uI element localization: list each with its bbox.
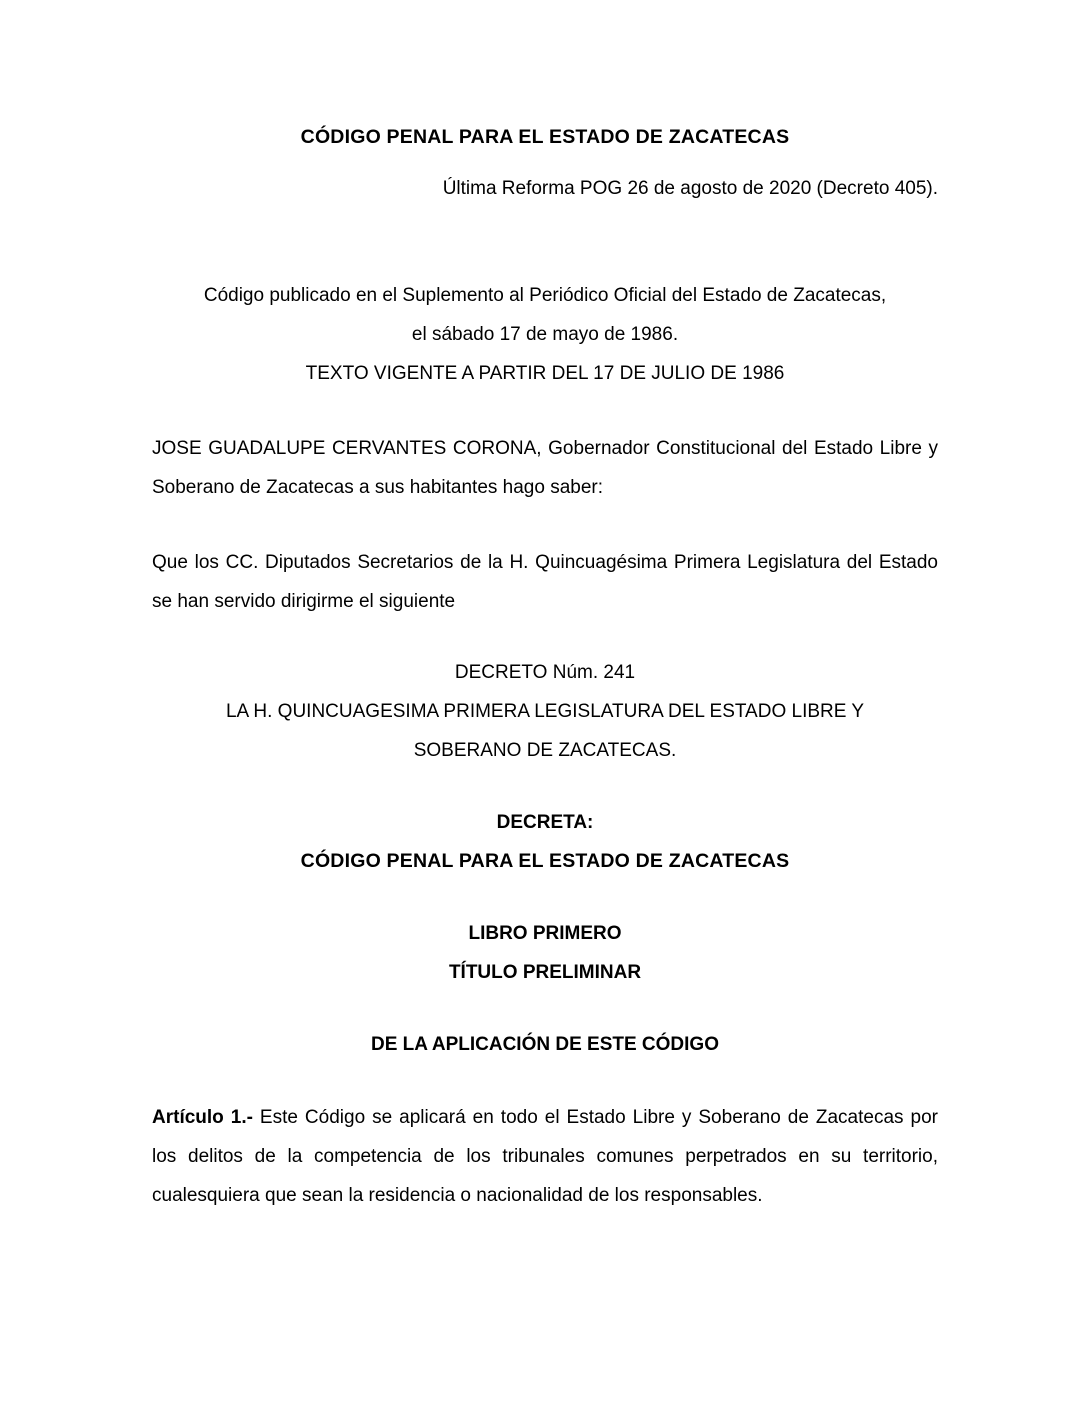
libro-block bbox=[152, 914, 938, 992]
libro-heading: LIBRO PRIMERO bbox=[468, 923, 622, 944]
vigente-line: TEXTO VIGENTE A PARTIR DEL 17 DE JULIO DE 1986 bbox=[305, 363, 785, 384]
decreto-number: DECRETO Núm. 241 bbox=[454, 662, 636, 683]
diputados-paragraph: Que los CC. Diputados Secretarios de la H. Quincuagésima Primera Legislatura del Estado se han servido dirigirme el siguiente bbox=[152, 552, 938, 612]
legislatura-line-2: SOBERANO DE ZACATECAS. bbox=[413, 740, 677, 761]
decreta-label: DECRETA: bbox=[496, 812, 594, 833]
section-heading: DE LA APLICACIÓN DE ESTE CÓDIGO bbox=[370, 1034, 719, 1055]
article-1-paragraph bbox=[152, 1098, 938, 1215]
decreto-block bbox=[152, 653, 938, 770]
titulo-heading: TÍTULO PRELIMINAR bbox=[448, 962, 642, 983]
legislatura-line-1: LA H. QUINCUAGESIMA PRIMERA LEGISLATURA DEL ESTADO LIBRE Y bbox=[225, 701, 865, 722]
article-1-label: Artículo 1.- bbox=[152, 1107, 253, 1128]
article-1-text: Este Código se aplicará en todo el Estado Libre y Soberano de Zacatecas por los delitos de la competencia de los tribunales comunes perpetrados en su territorio, cualesquiera que sean la residencia o nacionalidad de los responsables. bbox=[152, 1107, 938, 1206]
document-title: CÓDIGO PENAL PARA EL ESTADO DE ZACATECAS bbox=[300, 126, 790, 148]
governor-paragraph: JOSE GUADALUPE CERVANTES CORONA, Gobernador Constitucional del Estado Libre y Soberano de Zacatecas a sus habitantes hago saber: bbox=[152, 438, 938, 498]
publication-line-2: el sábado 17 de mayo de 1986. bbox=[411, 324, 679, 345]
decreta-title: CÓDIGO PENAL PARA EL ESTADO DE ZACATECAS bbox=[300, 850, 790, 872]
last-reform-note: Última Reforma POG 26 de agosto de 2020 (Decreto 405). bbox=[442, 178, 938, 199]
decreta-block bbox=[152, 803, 938, 881]
publication-block bbox=[152, 276, 938, 393]
publication-line-1: Código publicado en el Suplemento al Periódico Oficial del Estado de Zacatecas, bbox=[203, 285, 887, 306]
